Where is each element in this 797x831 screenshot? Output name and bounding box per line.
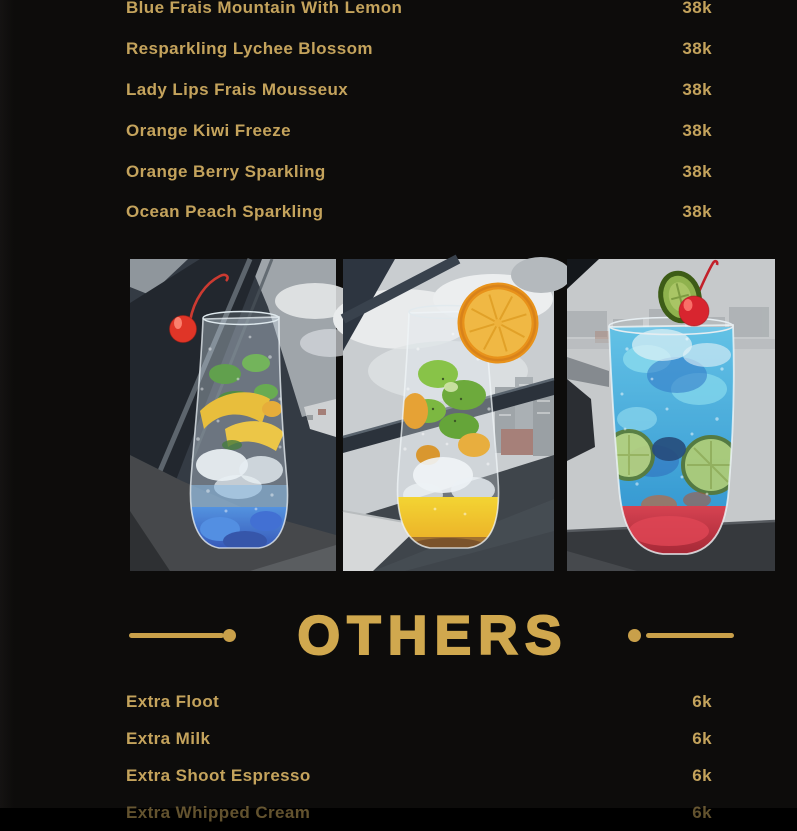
menu-row [126,29,712,70]
menu-row [126,192,712,233]
menu-item-label: Extra Whipped Cream [126,802,311,822]
menu-item-price: 38k [682,79,712,99]
menu-item-price: 38k [682,0,712,18]
menu-item-label: Ocean Peach Sparkling [126,202,324,222]
menu-item-label: Resparkling Lychee Blossom [126,39,373,59]
right-decor-line [646,633,734,638]
menu-item-label: Orange Kiwi Freeze [126,120,291,140]
menu-item-price: 38k [682,161,712,181]
menu-item-label: Orange Berry Sparkling [126,161,326,181]
menu-item-label: Extra Milk [126,728,211,748]
left-decor-line [129,633,224,638]
menu-row [126,757,712,794]
menu-item-price: 6k [692,802,712,822]
menu-item-price: 38k [682,202,712,222]
menu-item-label: Extra Shoot Espresso [126,765,311,785]
top-drink-list [126,0,712,233]
drink-photo-blue-lagoon [567,259,775,571]
menu-item-price: 6k [692,765,712,785]
photo1-glass [190,312,287,549]
right-decor-dot-icon [628,629,641,642]
menu-item-label: Lady Lips Frais Mousseux [126,79,349,99]
drink-photo-kiwi-orange [343,259,554,571]
menu-item-label: Blue Frais Mountain With Lemon [126,0,403,18]
others-section-title: OTHERS [297,604,569,666]
menu-item-price: 6k [692,728,712,748]
menu-row-partial [126,794,712,831]
menu-item-label: Extra Floot [126,691,220,711]
others-list [126,683,712,831]
left-decor-dot-icon [223,629,236,642]
menu-item-price: 38k [682,39,712,59]
menu-item-price: 38k [682,120,712,140]
menu-row [126,70,712,111]
menu-row [126,0,712,29]
photo3-glass [609,318,734,555]
menu-row [126,110,712,151]
menu-item-price: 6k [692,691,712,711]
menu-row [126,151,712,192]
menu-row [126,683,712,720]
menu-row [126,720,712,757]
drink-photo-blue-mountain [130,259,336,571]
